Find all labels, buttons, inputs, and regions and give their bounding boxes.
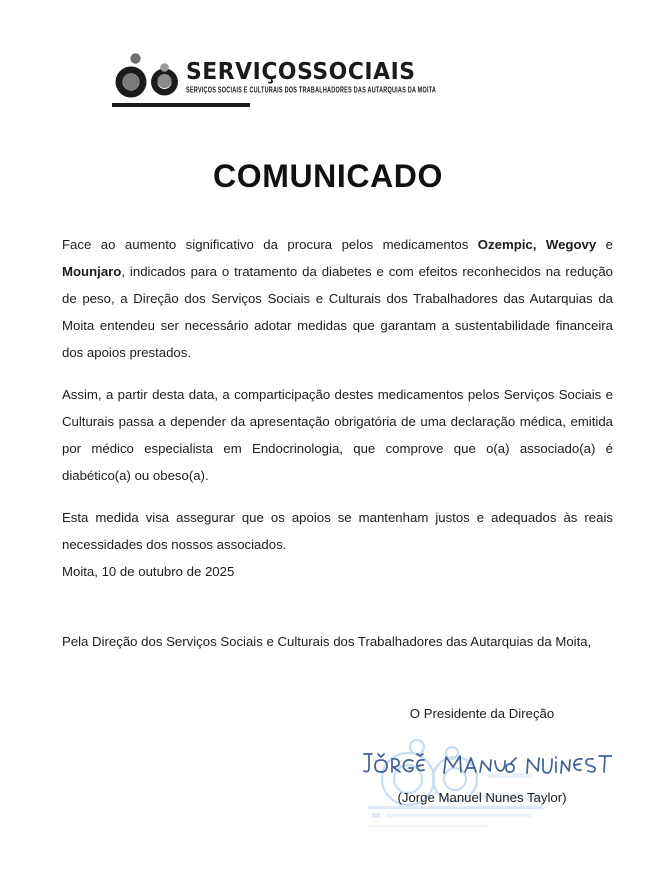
logo-wordmark: SERVIÇOSSOCIAIS (186, 57, 416, 85)
letterhead (108, 52, 508, 114)
two-figures-circle-emblem-icon (108, 52, 186, 102)
paragraph-1: Face ao aumento significativo da procura pelos medicamentos Ozempic, Wegovy e Mounjaro, indicados para o tratamento da diabetes e com efeitos reconhecidos na redução de peso, a Direção dos Serviços Sociais e Culturais dos Trabalhadores das Autarquias da Moita entendeu ser necessário adotar medidas que garantam a sustentabilidade financeira dos apoios prestados. (62, 237, 614, 360)
paragraph-2: Assim, a partir desta data, a comparticipação destes medicamentos pelos Serviços Sociais e Culturais passa a depender da apresentação obrigatória de uma declaração médica, emitida por médico especialista em Endocrinologia, que comprove que o(a) associado(a) é diabético(a) ou obeso(a). (62, 387, 613, 483)
letterhead-divider (112, 103, 250, 107)
paragraph-3: Esta medida visa assegurar que os apoios se mantenham justos e adequados às reais necessidades dos nossos associados. (62, 510, 613, 552)
document-body (62, 231, 613, 558)
logo-subtitle: SERVIÇOS SOCIAIS E CULTURAIS DOS TRABALHADORES DAS AUTARQUIAS DA MOITA (186, 86, 437, 95)
closing-paragraph: Pela Direção dos Serviços Sociais e Culturais dos Trabalhadores das Autarquias da Moita, (62, 634, 592, 649)
logo-wordmark-block (186, 57, 504, 95)
handwritten-signature (358, 744, 612, 786)
date-line: Moita, 10 de outubro de 2025 (62, 564, 235, 579)
signature-title: O Presidente da Direção (409, 706, 555, 721)
page-title: COMUNICADO (213, 158, 443, 194)
signature-printed-name: (Jorge Manuel Nunes Taylor) (397, 790, 567, 805)
signature-block (352, 706, 612, 836)
